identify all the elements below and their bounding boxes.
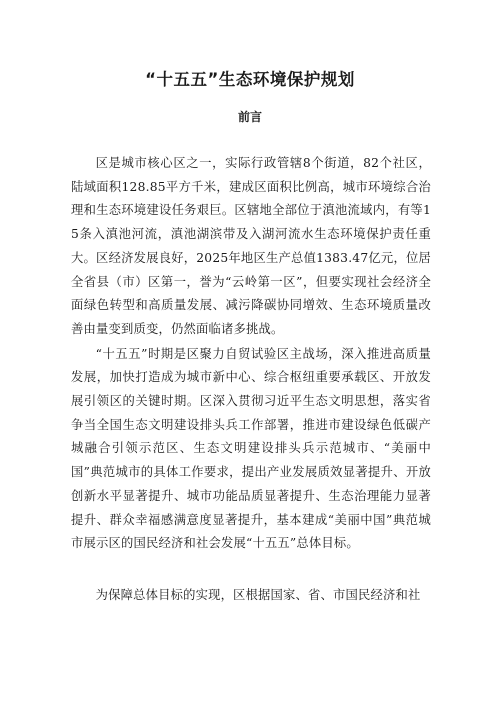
- paragraph-3: 为保障总体目标的实现，区根据国家、省、市国民经济和社: [95, 587, 421, 602]
- document-body: [71, 152, 431, 608]
- section-heading: 前言: [237, 110, 262, 124]
- document-title: “十五五”生态环境保护规划: [145, 70, 355, 89]
- paragraph-1: 区是城市核心区之一，实际行政管辖8个街道，82个社区，陆域面积128.85平方千米，建成区面积比例高，城市环境综合治理和生态环境建设任务艰巨。区辖地全部位于滇池流域内，有等15条入滇池河流，滇池湖滨带及入湖河流水生态环境保护责任重大。区经济发展良好，2025年地区生产总值1383.47亿元，位居全省县（市）区第一，誉为“云岭第一区”，但要实现社会经济全面绿色转型和高质量发展、减污降碳协同增效、生态环境质量改善由量变到质变，仍然面临诸多挑战。: [71, 156, 431, 336]
- paragraph-2: “十五五”时期是区聚力自贸试验区主战场，深入推进高质量发展，加快打造成为城市新中心、综合枢纽重要承载区、开放发展引领区的关键时期。区深入贯彻习近平生态文明思想，落实省争当全国生态文明建设排头兵工作部署，推进市建设绿色低碳产城融合引领示范区、生态文明建设排头兵示范城市、“美丽中国”典范城市的具体工作要求，提出产业发展质效显著提升、开放创新水平显著提升、城市功能品质显著提升、生态治理能力显著提升、群众幸福感满意度显著提升，基本建成“美丽中国”典范城市展示区的国民经济和社会发展“十五五”总体目标。: [71, 346, 431, 551]
